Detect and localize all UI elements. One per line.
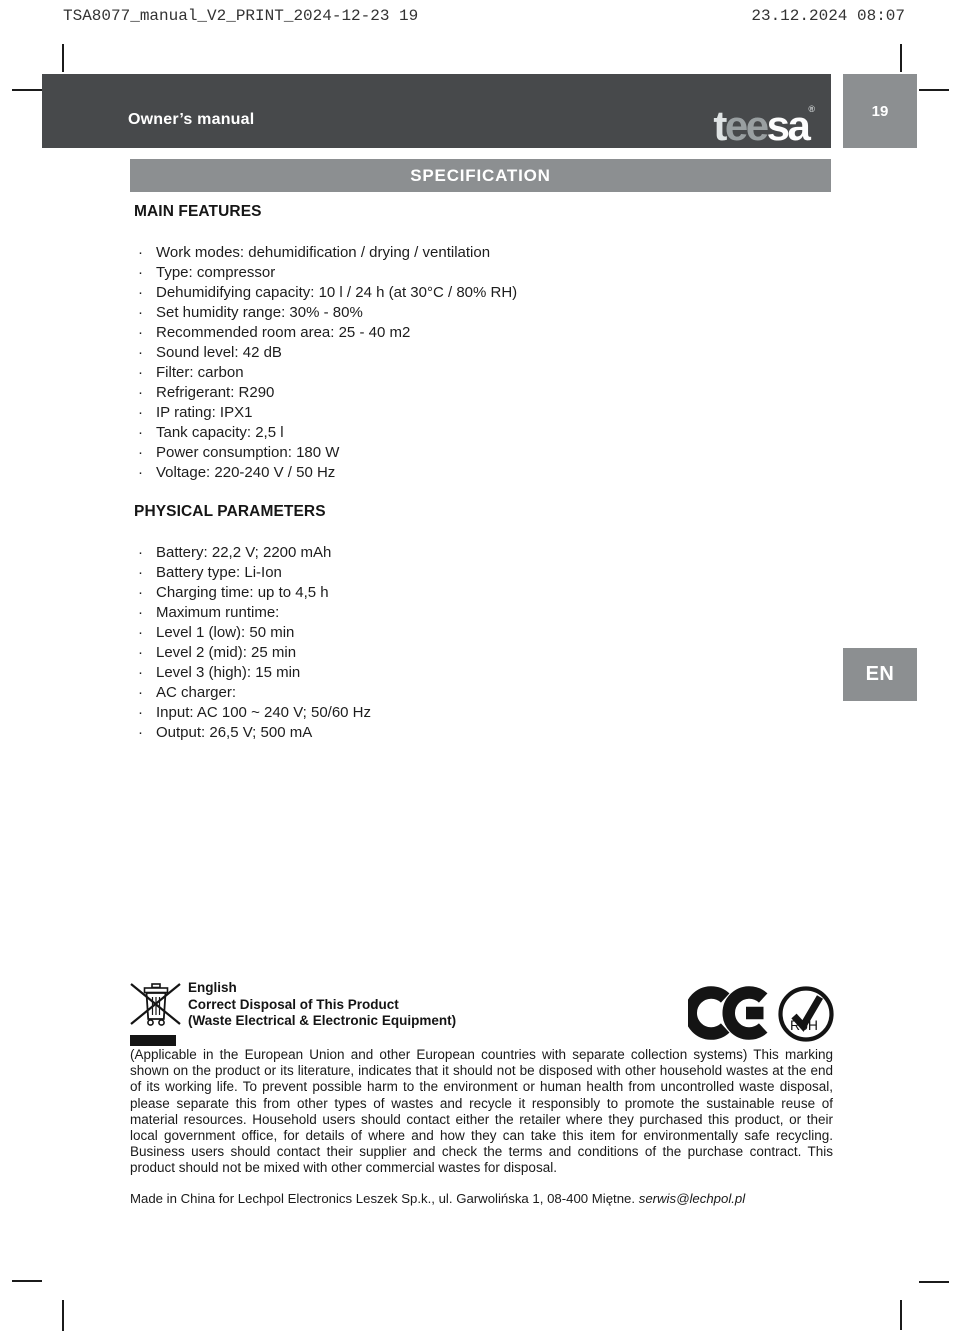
print-header-datetime: 23.12.2024 08:07 <box>751 7 905 25</box>
spec-list-item <box>134 603 834 623</box>
bullet-icon: · <box>138 344 143 361</box>
language-tab-label: EN <box>865 663 895 685</box>
crop-mark-bottom-right-vertical <box>900 1300 902 1330</box>
main-features-heading: MAIN FEATURES <box>134 203 262 220</box>
crop-mark-top-left-horizontal <box>12 89 42 91</box>
bullet-icon: · <box>138 264 143 281</box>
spec-list-item-text: Battery type: Li-Ion <box>156 564 282 581</box>
spec-list-item <box>134 583 834 603</box>
bullet-icon: · <box>138 684 143 701</box>
section-title: SPECIFICATION <box>410 165 551 185</box>
disposal-language-label: English <box>188 980 237 995</box>
spec-list-item-text: Type: compressor <box>156 264 276 281</box>
spec-list-item-text: Level 2 (mid): 25 min <box>156 644 297 661</box>
spec-list-item <box>134 663 834 683</box>
spec-list-item <box>134 463 834 483</box>
spec-list-item <box>134 683 834 703</box>
spec-list-item <box>134 723 834 743</box>
bullet-icon: · <box>138 284 143 301</box>
spec-list-item-text: Dehumidifying capacity: 10 l / 24 h (at 30°C / 80% RH) <box>156 284 518 301</box>
header-bar <box>42 74 831 148</box>
bullet-icon: · <box>138 644 143 661</box>
support-email: serwis@lechpol.pl <box>638 1191 746 1206</box>
spec-list-item <box>134 443 834 463</box>
spec-list-item <box>134 643 834 663</box>
made-in-text: Made in China for Lechpol Electronics Leszek Sp.k., ul. Garwolińska 1, 08-400 Miętne. <box>130 1191 639 1206</box>
bullet-icon: · <box>138 564 143 581</box>
spec-list-item <box>134 703 834 723</box>
disposal-heading-block <box>188 980 456 1030</box>
spec-list-item-text: Tank capacity: 2,5 l <box>156 424 284 441</box>
language-tab-en <box>843 648 917 701</box>
spec-list-item-text: Input: AC 100 ~ 240 V; 50/60 Hz <box>156 704 372 721</box>
spec-list-item-text: Work modes: dehumidification / drying / ventilation <box>156 244 491 261</box>
spec-list-item-text: AC charger: <box>156 684 237 701</box>
spec-list-item <box>134 303 834 323</box>
spec-list-item-text: Set humidity range: 30% - 80% <box>156 304 363 321</box>
physical-parameters-heading: PHYSICAL PARAMETERS <box>134 503 326 520</box>
spec-list-item-text: Refrigerant: R290 <box>156 384 275 401</box>
physical-parameters-list <box>134 543 834 743</box>
crop-mark-bottom-left-vertical <box>62 1300 64 1331</box>
crop-mark-bottom-right-horizontal <box>919 1281 949 1283</box>
bullet-icon: · <box>138 404 143 421</box>
rohs-mark-icon <box>777 985 835 1048</box>
spec-list-item <box>134 283 834 303</box>
disposal-body-text: (Applicable in the European Union and other European countries with separate collection systems) This marking shown on the product or its literature, indicates that it should not be disposed with other household wastes at the end of its working life. To prevent possible harm to the environment or human health from uncontrolled waste disposal, please separate this from other types of wastes and recycle it responsibly to promote the sustainable reuse of material resources. Household users should contact either the retailer where they purchased this product, or their local government office, for details of where and how they can take this item for environmentally safe recycling. Business users should contact their supplier and check the terms and conditions of the purchase contract. This product should not be mixed with other commercial wastes for disposal. <box>130 1047 833 1176</box>
spec-list-item <box>134 243 834 263</box>
weee-crossed-bin-icon <box>129 979 182 1036</box>
spec-list-item-text: Charging time: up to 4,5 h <box>156 584 329 601</box>
bullet-icon: · <box>138 244 143 261</box>
spec-list-item-text: Level 1 (low): 50 min <box>156 624 295 641</box>
page-number: 19 <box>871 102 889 120</box>
teesa-brand-logo <box>713 86 815 149</box>
spec-list-item <box>134 363 834 383</box>
main-features-list <box>134 243 834 483</box>
bullet-icon: · <box>138 604 143 621</box>
spec-list-item-text: Voltage: 220-240 V / 50 Hz <box>156 464 336 481</box>
spec-list-item <box>134 383 834 403</box>
crop-mark-top-right-horizontal <box>919 89 949 91</box>
ce-mark-icon <box>688 983 776 1048</box>
brand-letters-ee: ee <box>724 102 767 149</box>
spec-list-item <box>134 323 834 343</box>
crop-mark-top-left-vertical <box>62 44 64 72</box>
made-in-line <box>130 1191 745 1206</box>
bullet-icon: · <box>138 304 143 321</box>
spec-list-item-text: Level 3 (high): 15 min <box>156 664 301 681</box>
disposal-subtitle: (Waste Electrical & Electronic Equipment) <box>188 1013 457 1028</box>
spec-list-item-text: Recommended room area: 25 - 40 m2 <box>156 324 411 341</box>
spec-list-item <box>134 543 834 563</box>
bullet-icon: · <box>138 424 143 441</box>
spec-list-item <box>134 623 834 643</box>
bullet-icon: · <box>138 544 143 561</box>
bullet-icon: · <box>138 704 143 721</box>
spec-list-item-text: Maximum runtime: <box>156 604 280 621</box>
spec-list-item <box>134 423 834 443</box>
bullet-icon: · <box>138 384 143 401</box>
spec-list-item-text: Output: 26,5 V; 500 mA <box>156 724 313 741</box>
crop-mark-bottom-left-horizontal <box>12 1280 42 1282</box>
brand-letters-sa: sa <box>766 102 809 149</box>
section-title-bar <box>130 159 831 192</box>
weee-black-bar <box>130 1035 176 1046</box>
spec-list-item <box>134 263 834 283</box>
brand-trademark-icon: ® <box>808 104 815 114</box>
spec-list-item <box>134 343 834 363</box>
bullet-icon: · <box>138 624 143 641</box>
bullet-icon: · <box>138 464 143 481</box>
bullet-icon: · <box>138 364 143 381</box>
page-title: Owner’s manual <box>128 111 255 128</box>
bullet-icon: · <box>138 584 143 601</box>
bullet-icon: · <box>138 724 143 741</box>
crop-mark-top-right-vertical <box>900 44 902 72</box>
disposal-title: Correct Disposal of This Product <box>188 996 399 1012</box>
rohs-label: RoH <box>789 1017 819 1033</box>
spec-list-item-text: IP rating: IPX1 <box>156 404 253 421</box>
brand-letter-t: t <box>713 102 725 149</box>
bullet-icon: · <box>138 324 143 341</box>
print-header-filename: TSA8077_manual_V2_PRINT_2024-12-23 19 <box>63 7 419 25</box>
page-number-badge <box>843 74 917 148</box>
bullet-icon: · <box>138 664 143 681</box>
bullet-icon: · <box>138 444 143 461</box>
spec-list-item-text: Sound level: 42 dB <box>156 344 282 361</box>
spec-list-item-text: Filter: carbon <box>156 364 244 381</box>
spec-list-item <box>134 403 834 423</box>
spec-list-item-text: Battery: 22,2 V; 2200 mAh <box>156 544 332 561</box>
spec-list-item <box>134 563 834 583</box>
spec-list-item-text: Power consumption: 180 W <box>156 444 340 461</box>
